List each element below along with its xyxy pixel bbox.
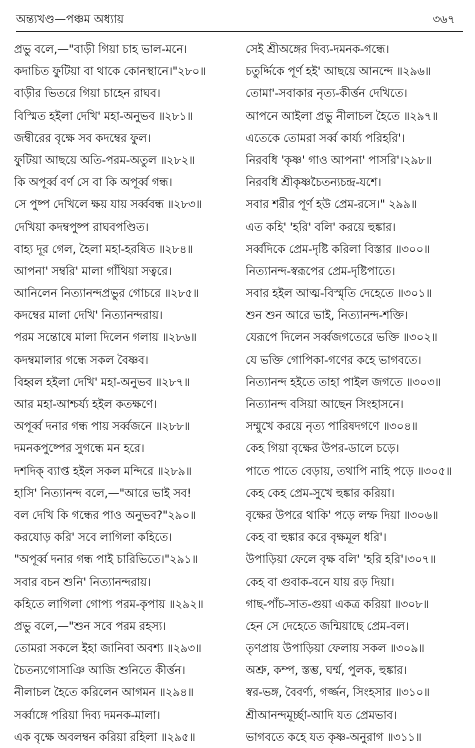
verse-line: নিরবধি শ্রীকৃষ্ণচৈতন্যচন্দ্র-যশে। [245, 175, 382, 190]
verse-line: স্বর-ভঙ্গ, বৈবর্ণ্য, গর্জ্জন, সিংহসার ॥৩১০॥ [245, 685, 430, 700]
verse-line: এক বৃক্ষে অবলম্বন করিয়া রহিলা ॥২৯৫॥ [14, 729, 196, 744]
verse-line: কহিতে লাগিলা গোপ্য পরম-কৃপায় ॥২৯২॥ [14, 596, 204, 611]
verse-line: আপনে আইলা প্রভু নীলাচল হৈতে ॥২৯৭॥ [245, 108, 438, 123]
verse-line: "অপূর্ব্ব দনার গন্ধ পাই চারিভিতে।"২৯১॥ [14, 552, 198, 567]
verse-line: আর মহা-আশ্চর্য্য হইল কতক্ষণে। [14, 397, 157, 411]
verse-line: শুন শুন আরে ভাই, নিত্যানন্দ-শক্তি। [245, 308, 408, 323]
verse-line: প্রভু বলে,—"শুন সবে পরম রহস্য। [14, 618, 166, 633]
verse-line: নিরবধি 'কৃষ্ণ' গাও আপনা' পাসরি'।২৯৮॥ [245, 152, 432, 167]
verse-line: যেরূপে দিলেন সর্ব্বজগতেরে ভক্তি ॥৩০২॥ [245, 330, 438, 345]
verse-line: ফুটিয়া আছয়ে অতি-পরম-অতুল ॥২৮২॥ [14, 152, 195, 167]
verse-line: চৈতন্যগোসাঞি আজি শুনিতে কীর্ত্তন। [14, 663, 186, 678]
verse-line: হাসি' নিত্যানন্দ বলে,—"আরে ভাই সব! [14, 485, 192, 500]
verse-line: তৃণপ্রায় উপাড়িয়া ফেলায় সকল ॥৩০৯॥ [245, 641, 425, 656]
verse-line: নিত্যানন্দ বসিয়া আছেন সিংহাসনে। [245, 397, 404, 411]
verse-line: আপনা' সম্বরি' মালা গাঁথিয়া সত্বরে। [14, 263, 172, 278]
right-column [240, 38, 466, 748]
verse-line: দমনকপুষ্পের সুগন্ধে মন হরে। [14, 441, 145, 456]
verse-line: বাহ্য দূর গেল, হৈলা মহা-হরষিত ॥২৮৪॥ [14, 241, 194, 256]
verse-line: দেখিয়া কদম্বপুষ্প রাঘবপণ্ডিত। [14, 219, 149, 234]
verse-line: শ্রীআনন্দমূর্চ্ছা-আদি যত প্রেমভাব। [245, 707, 397, 722]
verse-line: উপাড়িয়া ফেলে বৃক্ষ বলি' 'হরি হরি'।৩০৭॥ [245, 552, 436, 567]
verse-line: প্রভু বলে,—"বাড়ী গিয়া চাহ ভাল-মনে। [14, 42, 188, 56]
verse-line: সবার শরীর পূর্ণ হউ প্রেম-রসে।" ২৯৯॥ [245, 197, 417, 212]
verse-line: তোমরা সকলে ইহা জানিবা অবশ্য ॥২৯৩॥ [14, 641, 202, 656]
verse-line: এতেকে তোমরা সর্ব্ব কার্য্য পরিহরি'। [245, 130, 405, 145]
verse-line: তোমা'-সবাকার নৃত্য-কীর্ত্তন দেখিতে। [245, 86, 408, 101]
verse-line: বিহ্বল হইলা দেখি' মহা-অনুভব ॥২৮৭॥ [14, 374, 190, 389]
page-number: ৩৬৭ [432, 12, 455, 26]
verse-line: পাতে পাতে বেড়ায়, তথাপি নাহি পড়ে ॥৩০৫॥ [245, 463, 452, 478]
verse-line: কেহ গিয়া বৃক্ষের উপর-ডালে চড়ে। [245, 441, 400, 456]
verse-line: আনিলেন নিত্যানন্দপ্রভুর গোচরে ॥২৮৫॥ [14, 286, 199, 301]
verse-line: অপূর্ব্ব দনার গন্ধ পায় সর্ব্বজনে ॥২৮৮॥ [14, 419, 191, 434]
verse-line: সেই শ্রীঅঙ্গের দিব্য-দমনক-গন্ধে। [245, 42, 390, 56]
verse-line: সবার হইল আত্ম-বিস্মৃতি দেহেতে ॥৩০১॥ [245, 286, 432, 301]
page-header [12, 8, 463, 30]
verse-line: কেহ কেহ প্রেম-সুখে হুঙ্কার করিয়া। [245, 485, 395, 500]
verse-line: কেহ বা হুঙ্কার করে বৃক্ষমূল ধরি'। [245, 530, 387, 545]
verse-line: হেন সে দেহেতে জন্মিয়াছে প্রেম-বল। [245, 618, 409, 633]
verse-line: কেহ বা গুবাক-বনে যায় রড় দিয়া। [245, 574, 395, 589]
verse-line: কদম্বমালার গন্ধে সকল বৈষ্ণব। [14, 352, 149, 367]
chapter-title: অন্ত্যখণ্ড—পঞ্চম অধ্যায় [16, 12, 124, 26]
verse-line: ভাগবতে কহে যত কৃষ্ণ-অনুরাগ ॥৩১১॥ [245, 729, 422, 744]
verse-line: দশদিক্‌ ব্যাপ্ত হইল সকল মন্দিরে ॥২৮৯॥ [14, 463, 192, 478]
verse-line: নিত্যানন্দ হইতে তাহা পাইল জগতে ॥৩০৩॥ [245, 374, 441, 389]
header-divider [16, 31, 463, 32]
verse-line: সবার বচন শুনি' নিত্যানন্দরায়। [14, 574, 151, 589]
verse-line: নিত্যানন্দ-স্বরূপের প্রেম-দৃষ্টিপাতে। [245, 263, 396, 278]
verse-line: জম্বীরের বৃক্ষে সব কদম্বের ফুল। [14, 130, 151, 145]
verse-line: অশ্রু, কম্প, স্তম্ভ, ঘর্ম্ম, পুলক, হুঙ্কার। [245, 663, 407, 678]
verse-line: কদাচিত ফুটিয়া বা থাকে কোনস্থানে।"২৮০॥ [14, 64, 206, 79]
verse-line: সে পুষ্প দেখিলে ক্ষয় যায় সর্ব্ববন্ধ ॥২৮৩॥ [14, 197, 202, 212]
left-column [14, 38, 240, 748]
verse-line: বিস্মিত হইলা দেখি' মহা-অনুভব ॥২৮১॥ [14, 108, 193, 123]
verse-line: সর্ব্বদিকে প্রেম-দৃষ্টি করিলা বিস্তার ॥৩০০॥ [245, 241, 430, 256]
verse-line: এত কহি' 'হরি' বলি' করয়ে হুঙ্কার। [245, 219, 396, 234]
verse-line: সম্মুখে করয়ে নৃত্য পারিষদগণে ॥৩০৪॥ [245, 419, 418, 434]
verse-line: করযোড় করি' সবে লাগিলা কহিতে। [14, 530, 172, 545]
verse-line: বৃক্ষের উপরে থাকি' পড়ে লম্ফ দিয়া ॥৩০৬॥ [245, 507, 439, 522]
verse-line: নীলাচল হৈতে করিলেন আগমন ॥২৯৪॥ [14, 685, 194, 700]
verse-line: বাড়ীর ভিতরে গিয়া চাহেন রাঘব। [14, 86, 161, 101]
verse-columns [14, 38, 465, 748]
verse-line: পরম সন্তোষে মালা দিলেন গলায় ॥২৮৬॥ [14, 330, 197, 345]
verse-line: যে ভক্তি গোপিকা-গণের কহে ভাগবতে। [245, 352, 422, 367]
verse-line: কি অপূর্ব্ব বর্ণ সে বা কি অপূর্ব্ব গন্ধ। [14, 175, 173, 190]
verse-line: চতুর্দ্দিকে পূর্ণ হই' আছয়ে আনন্দে ॥২৯৬॥ [245, 64, 431, 79]
verse-line: গাছ-পাঁচ-সাত-গুয়া একত্র করিয়া ॥৩০৮॥ [245, 596, 429, 611]
verse-line: সর্ব্বাঙ্গে পরিয়া দিব্য দমনক-মালা। [14, 707, 161, 722]
verse-line: বল দেখি কি গন্ধের পাও অনুভব?"২৯০॥ [14, 507, 196, 522]
verse-line: কদম্বের মালা দেখি' নিত্যানন্দরায়। [14, 308, 163, 323]
